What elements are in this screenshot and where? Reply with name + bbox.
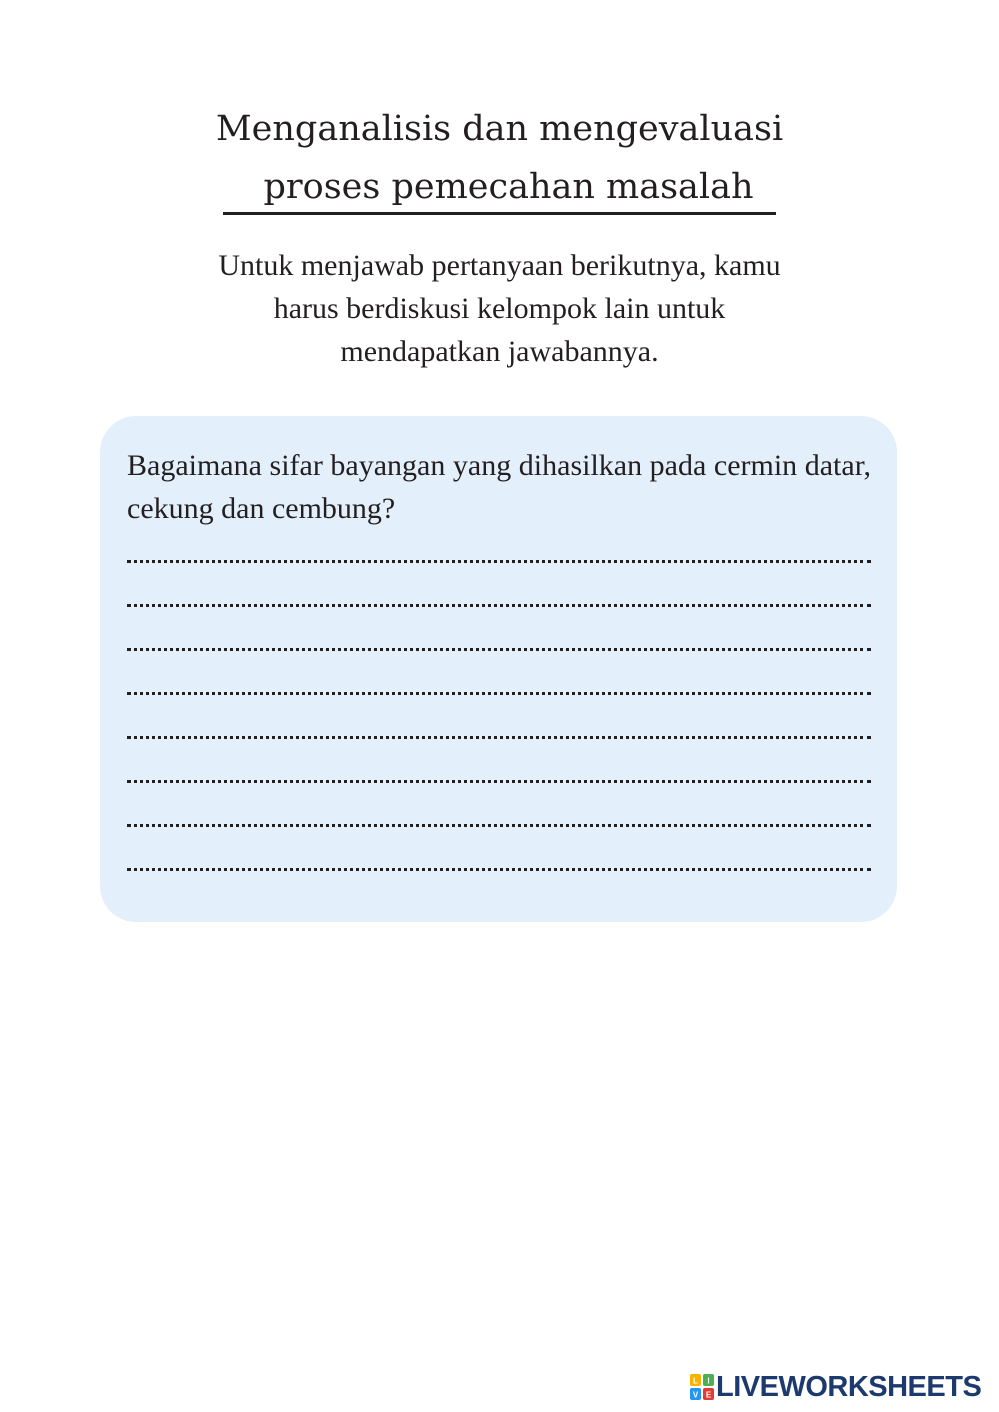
svg-text:V: V: [692, 1390, 699, 1400]
question-card: [100, 416, 897, 922]
answer-line-1[interactable]: [127, 560, 871, 563]
instructions-line-1: Untuk menjawab pertanyaan berikutnya, kamu: [218, 249, 781, 282]
title-line-1: Menganalisis dan mengevaluasi: [215, 109, 784, 149]
answer-line-8[interactable]: [127, 868, 871, 871]
title-line-2: proses pemecahan masalah: [223, 162, 775, 215]
brand-name: LIVEWORKSHEETS: [716, 1371, 982, 1403]
answer-line-3[interactable]: [127, 648, 871, 651]
svg-text:I: I: [707, 1376, 710, 1386]
answer-line-2[interactable]: [127, 604, 871, 607]
instructions-line-3: mendapatkan jawabannya.: [340, 335, 659, 368]
answer-line-4[interactable]: [127, 692, 871, 695]
instructions: [0, 244, 999, 373]
question-text: Bagaimana sifar bayangan yang dihasilkan pada cermin datar, cekung dan cembung?: [127, 449, 871, 525]
svg-text:L: L: [693, 1376, 698, 1386]
liveworksheets-logo-icon: [690, 1374, 714, 1400]
svg-text:E: E: [705, 1390, 712, 1400]
answer-line-5[interactable]: [127, 736, 871, 739]
liveworksheets-brand: [690, 1372, 981, 1402]
answer-line-6[interactable]: [127, 780, 871, 783]
instructions-line-2: harus berdiskusi kelompok lain untuk: [273, 292, 726, 325]
answer-line-7[interactable]: [127, 824, 871, 827]
worksheet-title: [0, 100, 999, 216]
